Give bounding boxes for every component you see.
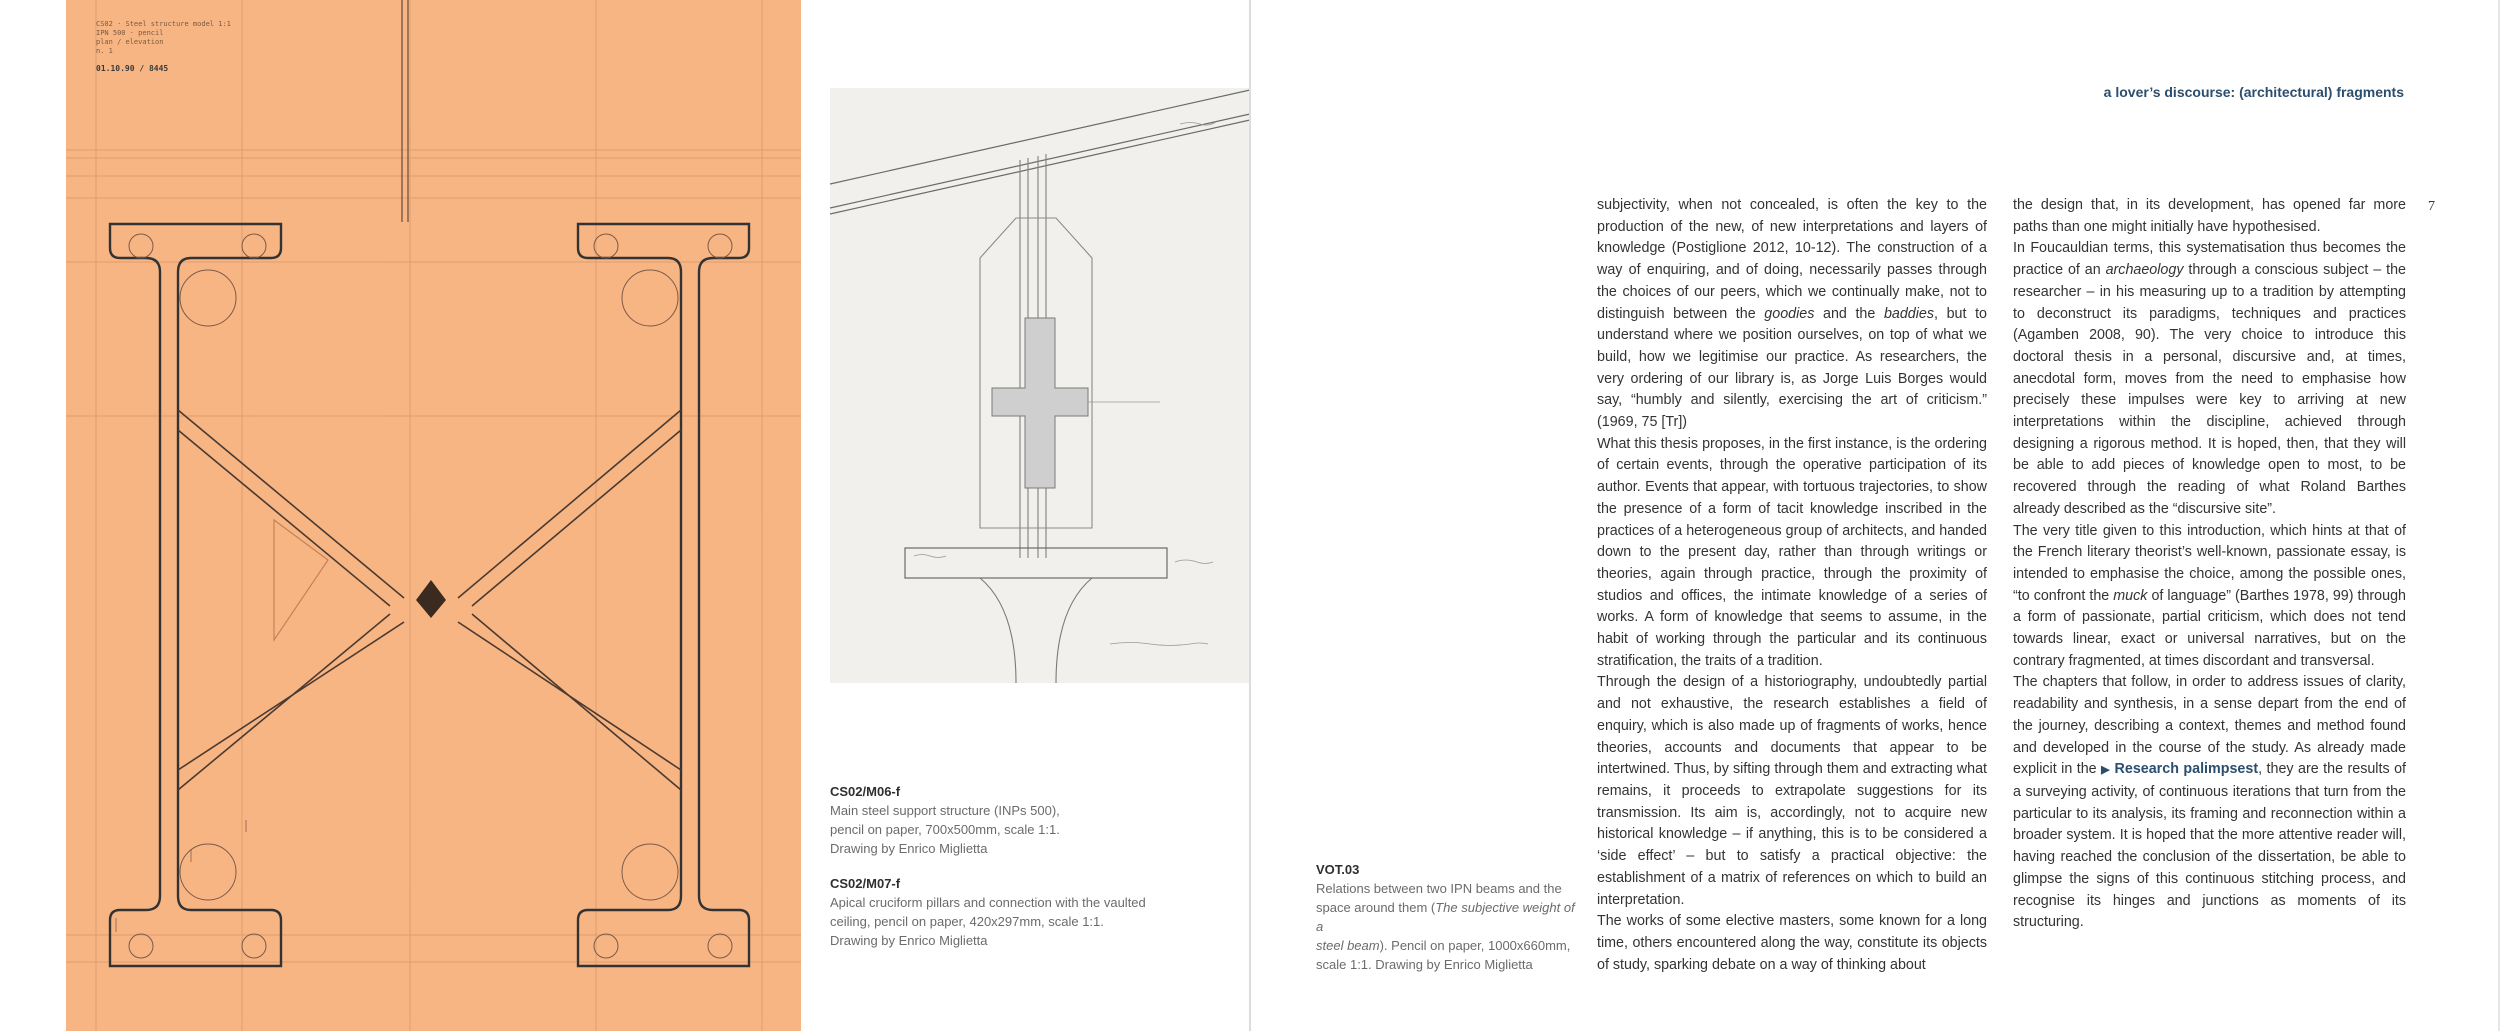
- italic-term: archaeology: [2105, 262, 2184, 279]
- italic-term: goodies: [1764, 305, 1815, 322]
- text-run: In Foucauldian terms, this systematisation thus becomes the practice of an: [2013, 240, 2406, 279]
- cruciform-pillar-sketch: [830, 88, 1250, 683]
- caption-id: VOT.03: [1316, 862, 1360, 877]
- paragraph: [2013, 672, 2406, 933]
- caption-line: Relations between two IPN beams and the: [1316, 881, 1562, 896]
- paragraph: the design that, in its development, has opened far more paths than one might initially have hypothesised.: [2013, 197, 2406, 235]
- paragraph: [1597, 195, 1987, 434]
- text-run: of language” (Barthes 1978, 99) through a form of passionate, partial criticism, which does not tend towards linear, exact or universal narratives, but on the contrary fragmented, at times discordant and transversal.: [2013, 587, 2406, 669]
- stamp-line: n. 1: [96, 47, 113, 55]
- caption-title-italic: The subjective weight of a: [1316, 900, 1575, 934]
- caption-title-italic: steel beam: [1316, 938, 1380, 953]
- running-head: a lover’s discourse: (architectural) fragments: [2103, 84, 2404, 100]
- caption-line: scale 1:1. Drawing by Enrico Miglietta: [1316, 957, 1533, 972]
- caption-line: Apical cruciform pillars and connection with the vaulted: [830, 895, 1146, 910]
- caption-id: CS02/M07-f: [830, 876, 901, 891]
- research-palimpsest-link[interactable]: [2101, 761, 2258, 777]
- caption-line: [1316, 936, 1576, 955]
- caption-line: Drawing by Enrico Miglietta: [830, 933, 988, 948]
- caption-line: ceiling, pencil on paper, 420x297mm, scale 1:1.: [830, 914, 1104, 929]
- stamp-line: plan / elevation: [96, 38, 164, 46]
- paragraph: [2013, 238, 2406, 520]
- plate-stamp: [96, 20, 231, 56]
- caption-text: space around them (: [1316, 900, 1436, 915]
- text-run: The very title given to this introduction, which hints at that of the French literary theorist’s well-known, passionate essay, is intended to emphasise the choice, among the possible ones, “to confront the: [2013, 522, 2406, 604]
- text-run: subjectivity, when not concealed, is often the key to the production of the new, of new interpretations and layers of knowledge (Postiglione 2012, 10-12). The construction of a way of enquiring, and of doing, necessarily passes through the choices of our peers, which we continually make, not to distinguish between the: [1597, 197, 1987, 322]
- stamp-line: IPN 500 · pencil: [96, 29, 164, 37]
- caption-line: pencil on paper, 700x500mm, scale 1:1.: [830, 822, 1060, 837]
- paragraph: What this thesis proposes, in the first instance, is the ordering of certain events, through the operative participation of its author. Events that appear, with tortuous trajectories, to show the presence of a form of tacit knowledge inscribed in the practices of a heterogeneous group of architects, and handed down to the present day, rather than through writings or theories, again through practice, through the proximity of studios and offices, the intimate knowledge of a series of works. A form of knowledge that seems to assume, in the habit of working through the particular and its continuous stratification, the traits of a tradition.: [1597, 435, 1987, 669]
- caption-id: CS02/M06-f: [830, 784, 901, 799]
- text-run: through a conscious subject – the researcher – in his measuring up to a tradition by attempting to deconstruct its paradigms, techniques and practices (Agamben 2008, 90). The very choice to introduce this doctoral thesis in a personal, discursive and, at times, anecdotal form, moves from the need to emphasise how precisely these impulses were key to arriving at new interpretations within the discipline, achieved through designing a rigorous method. It is hoped, then, that they will be able to add pieces of knowledge open to most, to be recovered through the reading of what Roland Barthes already described as the “discursive site”.: [2013, 262, 2406, 517]
- body-column-2: [2013, 195, 2406, 934]
- paragraph: Through the design of a historiography, undoubtedly partial and not exhaustive, the research establishes a field of enquiry, which is also made up of fragments of works, hence theories, accounts and documents that appear to be intertwined. Thus, by sifting through them and extracting what remains, it proceeds to extrapolate suggestions for its transmission. Its aim is, accordingly, not to acquire new historical knowledge – if anything, this is to be considered a ‘side effect’ – but to satisfy a practical objective: the establishment of a matrix of references on which to build an interpretation.: [1597, 674, 1987, 908]
- text-run: and the: [1814, 305, 1884, 322]
- figure-caption-cs02-m06: [830, 782, 1060, 858]
- paragraph: [2013, 521, 2406, 673]
- link-label: Research palimpsest: [2114, 761, 2259, 778]
- paragraph: The works of some elective masters, some known for a long time, others encountered along the way, constitute its objects of study, sparking debate on a way of thinking about: [1597, 913, 1987, 973]
- ibeam-drawing-plate: [66, 0, 801, 1031]
- page-number: 7: [2428, 199, 2435, 214]
- caption-line: Drawing by Enrico Miglietta: [830, 841, 988, 856]
- figure-caption-cs02-m07: [830, 874, 1146, 950]
- italic-term: baddies: [1883, 305, 1935, 322]
- ibeam-drawing: [66, 0, 801, 1031]
- caption-line: [1316, 898, 1576, 936]
- caption-line: Main steel support structure (INPs 500),: [830, 803, 1060, 818]
- spread-gutter: [1249, 0, 1251, 1031]
- plate-stamp-number: 01.10.90 / 8445: [96, 64, 169, 73]
- italic-term: muck: [2113, 587, 2148, 604]
- triangle-right-icon: ▶: [2101, 764, 2111, 777]
- stamp-line: CS02 · Steel structure model 1:1: [96, 20, 231, 28]
- figure-caption-vot03: [1316, 860, 1576, 974]
- pillar-sketch-drawing: [830, 88, 1250, 683]
- caption-text: ). Pencil on paper, 1000x660mm,: [1379, 938, 1571, 953]
- body-column-1: [1597, 195, 1987, 976]
- text-run: The chapters that follow, in order to address issues of clarity, readability and synthesis, in a sense depart from the end of the journey, describing a context, themes and method found and developed in the course of the study. As already made explicit in the: [2013, 674, 2406, 778]
- text-run: , but to understand where we position ourselves, on top of what we build, how we legitimise our practice. As researchers, the very ordering of our library is, as Jorge Luis Borges would say, “humbly and silently, exercising the art of criticism.” (1969, 75 [Tr]): [1597, 305, 1988, 431]
- text-run: , they are the results of a surveying activity, of continuous iterations that turn from the particular to its analysis, its framing and reconnection within a broader system. It is hoped that the more attentive reader will, having reached the conclusion of the dissertation, be able to glimpse the signs of this continuous stitching process, and recognise its hinges and junctions as moments of its structuring.: [2013, 761, 2406, 931]
